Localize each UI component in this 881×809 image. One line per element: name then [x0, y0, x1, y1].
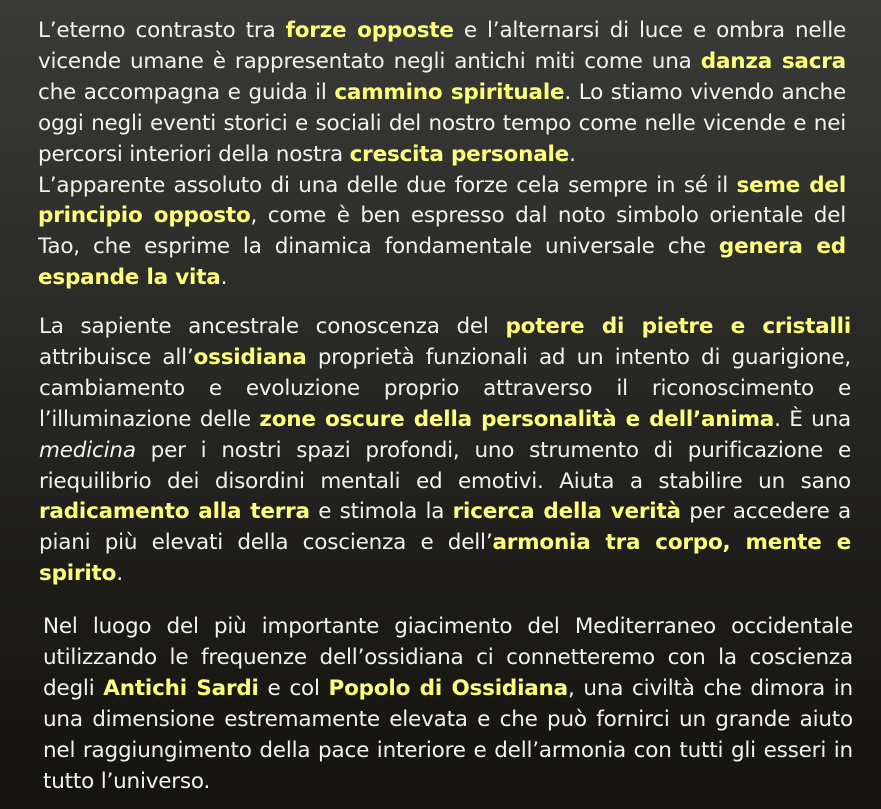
text-run: Nel luogo del più importante giacimento del Mediterraneo occidentale utilizzando le frequenze dell’ossidiana ci connetteremo con la coscienza degli	[43, 614, 853, 701]
text-run: .	[569, 141, 576, 167]
highlighted-phrase: potere di pietre e cristalli	[505, 314, 851, 339]
highlighted-phrase: Antichi Sardi	[103, 675, 259, 701]
highlighted-phrase: ossidiana	[193, 344, 307, 370]
text-run: , una civiltà che dimora in una dimensione estremamente elevata e che può fornirci un grande aiuto nel raggiungimento della pace interiore e dell’armonia con tutti gli esseri in tutto l’universo.	[43, 675, 853, 794]
paragraph-ossidiana	[39, 312, 851, 590]
text-run: e l’alternarsi di luce e ombra nelle vicende umane è rappresentato negli antichi miti come una	[38, 18, 846, 74]
highlighted-phrase: cammino spirituale	[334, 79, 565, 105]
text-run: che accompagna e guida il	[38, 79, 335, 105]
text-run: e stimola la	[309, 499, 453, 525]
text-run: per accedere a piani più elevati della coscienza e dell’	[39, 499, 851, 556]
highlighted-phrase: ricerca della verità	[452, 499, 681, 525]
highlighted-phrase: radicamento alla terra	[39, 499, 310, 525]
paragraph-forze-opposte	[38, 16, 846, 294]
text-run: , come è ben espresso dal noto simbolo orientale del Tao, che esprime la dinamica fondamentale universale che	[38, 203, 846, 260]
text-run: . È una	[774, 406, 851, 432]
highlighted-phrase: zone oscure della personalità e dell’anima	[259, 406, 775, 432]
text-run: proprietà funzionali ad un intento di guarigione, cambiamento e evoluzione proprio attraverso il riconoscimento e l’illuminazione delle	[39, 344, 851, 432]
text-run: L’apparente assoluto di una delle due forze cela sempre in sé il	[38, 172, 737, 198]
highlighted-phrase: seme del principio opposto	[38, 172, 846, 229]
italic-phrase: medicina	[39, 437, 136, 463]
text-run: . Lo stiamo vivendo anche oggi negli eventi storici e sociali del nostro tempo come nelle vicende e nei percorsi interiori della nostra	[38, 79, 846, 167]
text-run: per i nostri spazi profondi, uno strumento di purificazione e riequilibrio dei disordini mentali ed emotivi. Aiuta a stabilire un sano	[39, 437, 851, 494]
highlighted-phrase: crescita personale	[349, 141, 570, 167]
highlighted-phrase: armonia tra corpo, mente e spirito	[39, 530, 851, 587]
highlighted-phrase: danza sacra	[700, 48, 846, 74]
text-run: L’eterno contrasto tra	[38, 18, 286, 43]
text-run: attribuisce all’	[39, 344, 194, 370]
text-run: .	[220, 265, 228, 291]
highlighted-phrase: genera ed espande la vita	[38, 234, 846, 291]
highlighted-phrase: forze opposte	[285, 18, 454, 43]
text-run: e col	[258, 675, 329, 701]
highlighted-phrase: Popolo di Ossidiana	[328, 675, 568, 701]
text-run: .	[116, 561, 123, 587]
paragraph-antichi-sardi	[43, 612, 853, 797]
text-run: La sapiente ancestrale conoscenza del	[39, 314, 506, 339]
